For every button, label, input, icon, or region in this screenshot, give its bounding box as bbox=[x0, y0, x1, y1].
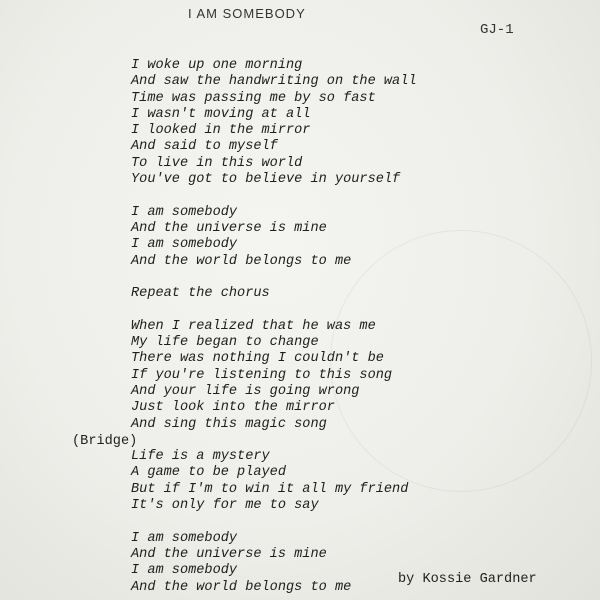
stanza-gap bbox=[131, 302, 417, 318]
lyric-line: And your life is going wrong bbox=[131, 383, 360, 399]
stanza-gap bbox=[131, 514, 417, 530]
verse-2 bbox=[131, 319, 417, 433]
lyric-line: I wasn't moving at all bbox=[131, 106, 311, 122]
author-credit: by Kossie Gardner bbox=[398, 572, 537, 587]
lyric-line: A game to be played bbox=[131, 465, 286, 481]
lyrics-block bbox=[131, 58, 417, 596]
chorus-2 bbox=[131, 531, 417, 596]
lyric-line: And said to myself bbox=[131, 139, 278, 155]
lyric-line: It's only for me to say bbox=[131, 498, 319, 514]
lyric-line: My life began to change bbox=[131, 335, 319, 351]
lyric-line: I am somebody bbox=[131, 204, 238, 220]
chorus-1 bbox=[131, 205, 417, 270]
verse-1 bbox=[131, 58, 417, 188]
stanza-gap bbox=[131, 270, 417, 286]
lyric-line: There was nothing I couldn't be bbox=[131, 351, 384, 367]
lyric-line: And the universe is mine bbox=[131, 220, 327, 236]
lyric-line: I am somebody bbox=[131, 563, 238, 579]
lyric-line: And sing this magic song bbox=[131, 416, 327, 432]
lyric-line: I looked in the mirror bbox=[131, 123, 311, 139]
lyric-line: I am somebody bbox=[131, 530, 238, 546]
song-title: I AM SOMEBODY bbox=[188, 6, 306, 21]
catalog-code: GJ-1 bbox=[480, 22, 514, 38]
lyric-line: And the universe is mine bbox=[131, 546, 327, 562]
lyric-line: And saw the handwriting on the wall bbox=[131, 74, 417, 90]
lyric-line: Life is a mystery bbox=[131, 449, 270, 465]
lyric-line: But if I'm to win it all my friend bbox=[131, 481, 409, 497]
lyric-line: And the world belongs to me bbox=[131, 579, 352, 595]
stanza-gap bbox=[131, 433, 417, 449]
lyric-line: I am somebody bbox=[131, 237, 238, 253]
lyric-line: Time was passing me by so fast bbox=[131, 90, 376, 106]
lyric-line: And the world belongs to me bbox=[131, 253, 352, 269]
lyric-line: I woke up one morning bbox=[131, 58, 303, 73]
lyric-line: Just look into the mirror bbox=[131, 400, 335, 416]
repeat-chorus-note: Repeat the chorus bbox=[131, 286, 270, 302]
lyric-line: To live in this world bbox=[131, 155, 303, 171]
bridge bbox=[131, 449, 417, 514]
stanza-gap bbox=[131, 188, 417, 204]
lyric-line: If you're listening to this song bbox=[131, 367, 393, 383]
lyric-line: When I realized that he was me bbox=[131, 318, 376, 334]
bridge-label: (Bridge) bbox=[72, 434, 138, 449]
lyric-line: You've got to believe in yourself bbox=[131, 172, 401, 188]
